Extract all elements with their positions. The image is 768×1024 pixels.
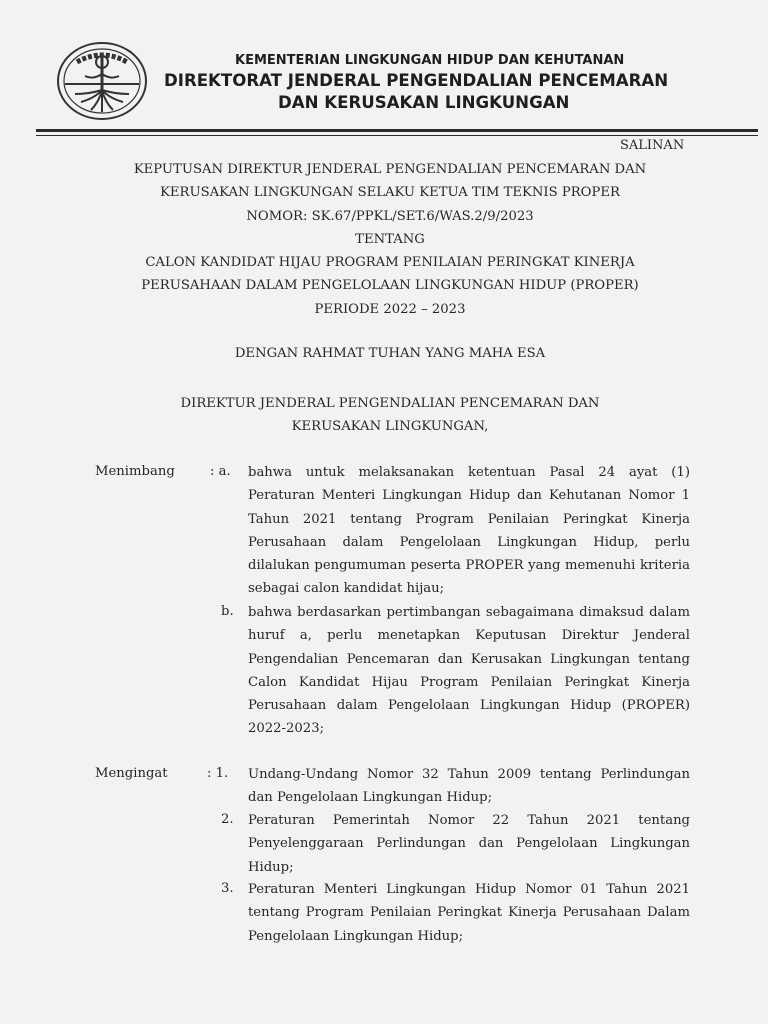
mengingat-item-1: Undang-Undang Nomor 32 Tahun 2009 tentang Perlindungan dan Pengelolaan Lingkungan Hidup; <box>248 767 690 806</box>
invocation: DENGAN RAHMAT TUHAN YANG MAHA ESA <box>234 346 546 361</box>
list-marker: 3. <box>221 881 234 896</box>
issuer-line: DIREKTUR JENDERAL PENGENDALIAN PENCEMARAN DAN <box>180 396 600 411</box>
title-line: PERUSAHAAN DALAM PENGELOLAAN LINGKUNGAN HIDUP (PROPER) <box>141 278 639 294</box>
letterhead <box>0 0 768 140</box>
decree-period: PERIODE 2022 – 2023 <box>314 301 466 317</box>
list-marker: 2. <box>221 812 234 827</box>
tree-roots-emblem-icon <box>55 40 150 122</box>
mengingat-item-3: Peraturan Menteri Lingkungan Hidup Nomor 01 Tahun 2021 tentang Program Penilaian Peringkat Kinerja Perusahaan Dalam Pengelolaan Lingkungan Hidup; <box>248 882 690 944</box>
list-marker: : 1. <box>207 766 229 781</box>
menimbang-label: Menimbang <box>95 464 175 479</box>
issuer-line: KERUSAKAN LINGKUNGAN, <box>291 419 489 435</box>
directorate-name-line2: DAN KERUSAKAN LINGKUNGAN <box>278 93 570 112</box>
menimbang-item-a: bahwa untuk melaksanakan ketentuan Pasal 24 ayat (1) Peraturan Menteri Lingkungan Hidup dan Kehutanan Nomor 1 Tahun 2021 tentang Program Penilaian Peringkat Kinerja Perusahaan dalam Pengelolaan Lingkungan Hidup, perlu dilalukan pengumuman peserta PROPER yang memenuhi kriteria sebagai calon kandidat hijau; <box>248 465 690 597</box>
directorate-name-line1: DIREKTORAT JENDERAL PENGENDALIAN PENCEMARAN <box>164 71 669 90</box>
list-marker: : a. <box>210 464 231 479</box>
letterhead-rule-thin <box>36 135 758 136</box>
list-marker: b. <box>221 604 234 619</box>
ministry-name: KEMENTERIAN LINGKUNGAN HIDUP DAN KEHUTANAN <box>235 53 625 68</box>
decree-title <box>60 158 720 321</box>
letterhead-rule-thick <box>36 129 758 132</box>
title-line: CALON KANDIDAT HIJAU PROGRAM PENILAIAN PERINGKAT KINERJA <box>145 255 635 271</box>
title-line: KEPUTUSAN DIREKTUR JENDERAL PENGENDALIAN PENCEMARAN DAN <box>133 162 647 177</box>
title-line: TENTANG <box>355 231 425 247</box>
title-line: KERUSAKAN LINGKUNGAN SELAKU KETUA TIM TEKNIS PROPER <box>160 185 620 201</box>
mengingat-label: Mengingat <box>95 766 168 781</box>
mengingat-item-2: Peraturan Pemerintah Nomor 22 Tahun 2021 tentang Penyelenggaraan Perlindungan dan Pengelolaan Lingkungan Hidup; <box>248 813 690 875</box>
menimbang-item-b: bahwa berdasarkan pertimbangan sebagaimana dimaksud dalam huruf a, perlu menetapkan Keputusan Direktur Jenderal Pengendalian Pencemaran dan Kerusakan Lingkungan tentang Calon Kandidat Hijau Program Penilaian Peringkat Kinerja Perusahaan dalam Pengelolaan Lingkungan Hidup (PROPER) 2022-2023; <box>248 605 690 737</box>
copy-label: SALINAN <box>620 138 685 153</box>
issuer <box>60 392 720 439</box>
decree-number: NOMOR: SK.67/PPKL/SET.6/WAS.2/9/2023 <box>246 208 534 224</box>
